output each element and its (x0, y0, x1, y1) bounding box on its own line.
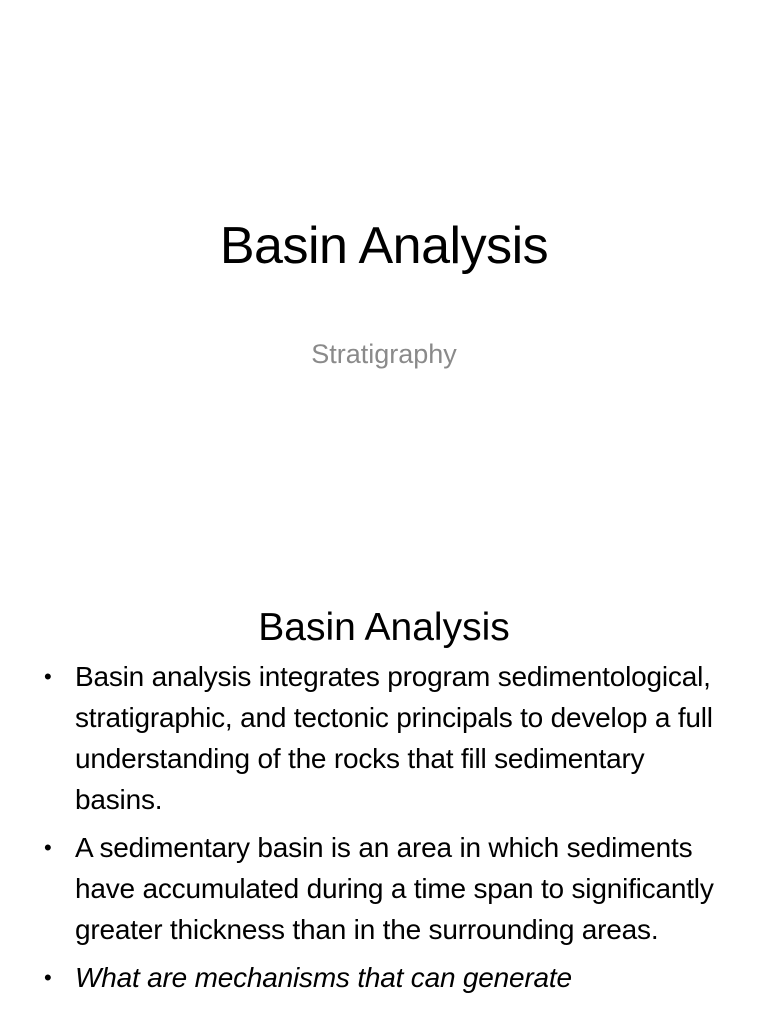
slide-subtitle: Stratigraphy (311, 339, 457, 369)
bullet-item (40, 957, 730, 998)
bullet-text: What are mechanisms that can generate (75, 962, 572, 993)
bullet-text: A sedimentary basin is an area in which sediments have accumulated during a time span to significantly greater thickness than in the surrounding areas. (75, 832, 714, 945)
bullet-list (40, 656, 730, 1005)
slide-title: Basin Analysis (258, 606, 510, 649)
bullet-icon: • (44, 965, 52, 990)
content-slide (0, 576, 768, 1024)
bullet-icon: • (44, 664, 52, 689)
bullet-text: Basin analysis integrates program sedimentological, stratigraphic, and tectonic principals to develop a full understanding of the rocks that fill sedimentary basins. (75, 661, 713, 815)
slide-title: Basin Analysis (219, 217, 549, 275)
bullet-item (40, 827, 730, 950)
bullet-icon: • (44, 835, 52, 860)
bullet-item (40, 656, 730, 820)
